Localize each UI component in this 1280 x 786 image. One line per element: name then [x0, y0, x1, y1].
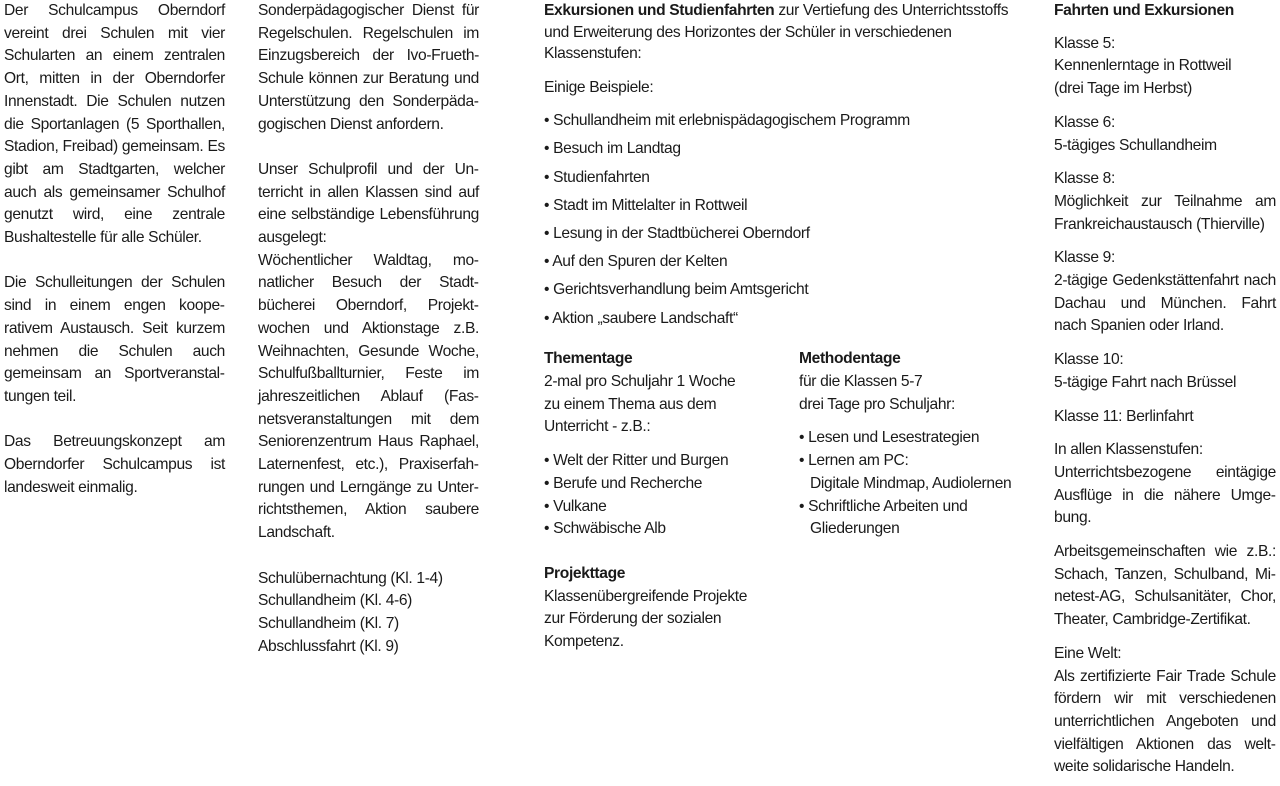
list-item: • Stadt im Mittelalter in Rottweil — [544, 195, 1024, 218]
trip-line: Schulübernachtung (Kl. 1-4) — [258, 569, 443, 587]
activities-paragraph: Wöchentlicher Waldtag, monatlicher Besuch der Stadtbücherei Oberndorf, Projektwochen und Aktionstage z.B. Weihnachten, Gesunde Woche, Schulfußballturnier, Feste im jahreszeitlichen Ablauf (Fasnetsveranstaltungen mit dem Seniorenzentrum Haus Raphael, Laternenfest, etc.), Praxiserfahrungen und Lerngänge zu Unterrichtsthemen, Aktion saubere Landschaft. — [258, 251, 479, 542]
special-service-paragraph: Sonderpädagogischer Dienst für Regelschulen. Regelschulen im Einzugsbereich der Ivo-Frueth-Schule können zur Beratung und Unterstützung den Sonderpädagogischen Dienst anfordern. — [258, 2, 479, 133]
excursions-intro — [544, 0, 1024, 65]
trips-title: Fahrten und Exkursionen — [1054, 2, 1234, 19]
list-item: • Vulkane — [544, 496, 774, 519]
leadership-paragraph: Die Schulleitungen der Schulen sind in einem engen kooperativem Austausch. Seit kurzem nehmen die Schulen auch gemeinsam an Sportveranstaltungen teil. — [4, 274, 225, 405]
list-item: • Berufe und Recherche — [544, 473, 774, 496]
thementage-title: Thementage — [544, 350, 633, 368]
list-item: • Schwäbische Alb — [544, 518, 774, 541]
list-item: • Schullandheim mit erlebnispädagogischem Programm — [544, 110, 1024, 133]
thementage-list — [544, 450, 774, 541]
class-10-line: 5-tägige Fahrt nach Brüssel — [1054, 373, 1237, 391]
list-item: • Besuch im Landtag — [544, 138, 1024, 161]
campus-paragraph: Der Schulcampus Oberndorf vereint drei Schulen mit vier Schularten an einem zentralen Ort, mitten in der Oberndorfer Innenstadt. Die Schulen nutzen die Sportanlagen (5 Sporthallen, Stadion, Freibad) gemeinsam. Es gibt am Stadtgarten, welcher auch als gemeinsamer Schulhof genutzt wird, eine zentrale Bushaltestelle für alle Schüler. — [4, 2, 225, 247]
care-concept-paragraph: Das Betreuungskonzept am Oberndorfer Schulcampus ist landesweit einmalig. — [4, 433, 225, 496]
list-item: • Schriftliche Arbeiten und Gliederungen — [799, 496, 1005, 541]
list-item: • Welt der Ritter und Burgen — [544, 450, 774, 473]
class-6-heading: Klasse 6: — [1054, 113, 1115, 131]
profile-paragraph: Unser Schulprofil und der Unterricht in allen Klassen sind auf eine selbständige Lebensführung ausgelegt: — [258, 160, 479, 247]
methodentage-line: für die Klassen 5-7 — [799, 373, 923, 391]
column-trips — [1054, 0, 1276, 779]
trip-line: Schullandheim (Kl. 4-6) — [258, 592, 413, 610]
trip-line: Abschlussfahrt (Kl. 9) — [258, 637, 399, 655]
projekttage-block — [544, 563, 774, 654]
class-5-heading: Klasse 5: — [1054, 34, 1115, 52]
class-5-line: Kennenlerntage in Rottweil — [1054, 57, 1232, 75]
class-10-heading: Klasse 10: — [1054, 351, 1124, 369]
methodentage-list — [799, 427, 1029, 541]
thementage-line: zu einem Thema aus dem — [544, 395, 717, 413]
one-world-heading: Eine Welt: — [1054, 644, 1122, 662]
working-groups-text: Arbeitsgemeinschaften wie z.B.: Schach, Tanzen, Schulband, Minetest-AG, Schulsanitäter, Chor, Theater, Cambridge-Zertifikat. — [1054, 543, 1276, 629]
projekttage-title: Projekttage — [544, 564, 626, 582]
class-6-line: 5-tägiges Schullandheim — [1054, 136, 1217, 154]
methodentage-title: Methodentage — [799, 350, 901, 368]
methodentage-block — [799, 348, 1029, 541]
projekttage-line: Klassenübergreifende Projekte — [544, 587, 748, 605]
list-item: • Studienfahrten — [544, 167, 1024, 190]
methodentage-line: drei Tage pro Schuljahr: — [799, 395, 956, 413]
projekttage-line: Kompetenz. — [544, 633, 624, 651]
thementage-block — [544, 348, 774, 653]
list-item: • Aktion „saubere Landschaft“ — [544, 308, 1024, 331]
column-school-profile — [258, 0, 479, 658]
class-9-heading: Klasse 9: — [1054, 249, 1115, 267]
excursions-intro-text: zur Vertiefung des Unterrichtsstoffs und Erweiterung des Horizontes der Schüler in verschiedenen Klassenstufen: — [544, 2, 1009, 62]
thementage-line: Unterricht - z.B.: — [544, 418, 651, 436]
list-item: • Gerichtsverhandlung beim Amtsgericht — [544, 279, 1024, 302]
all-classes-text: Unterrichtsbezogene eintägige Ausflüge in die nähere Umgebung. — [1054, 463, 1276, 527]
class-8-text: Möglichkeit zur Teilnahme am Frankreichaustausch (Thierville) — [1054, 192, 1276, 233]
list-item: • Lesen und Lesestrategien — [799, 427, 1029, 450]
one-world-text: Als zertifizierte Fair Trade Schule fördern wir mit verschiedenen unterrichtlichen Angeboten und vielfältigen Aktionen das weltweite solidarische Handeln. — [1054, 667, 1276, 776]
list-item: • Auf den Spuren der Kelten — [544, 251, 1024, 274]
class-8-heading: Klasse 8: — [1054, 170, 1115, 188]
list-item: • Lesung in der Stadtbücherei Oberndorf — [544, 223, 1024, 246]
projekttage-line: zur Förderung der sozialen — [544, 610, 722, 628]
thementage-line: 2-mal pro Schuljahr 1 Woche — [544, 373, 736, 391]
examples-label: Einige Beispiele: — [544, 78, 654, 96]
trip-line: Schullandheim (Kl. 7) — [258, 614, 399, 632]
class-11-line: Klasse 11: Berlinfahrt — [1054, 407, 1194, 425]
examples-list — [544, 110, 1024, 330]
column-excursions — [544, 0, 1024, 678]
class-9-text: 2-tägige Gedenkstättenfahrt nach Dachau und München. Fahrt nach Spanien oder Irland. — [1054, 272, 1276, 335]
class-5-line: (drei Tage im Herbst) — [1054, 80, 1192, 98]
all-classes-heading: In allen Klassenstufen: — [1054, 441, 1203, 459]
column-campus — [4, 0, 225, 499]
excursions-intro-bold: Exkursionen und Studienfahrten — [544, 2, 775, 19]
list-item: • Lernen am PC: Digitale Mindmap, Audiolernen — [799, 450, 1029, 495]
